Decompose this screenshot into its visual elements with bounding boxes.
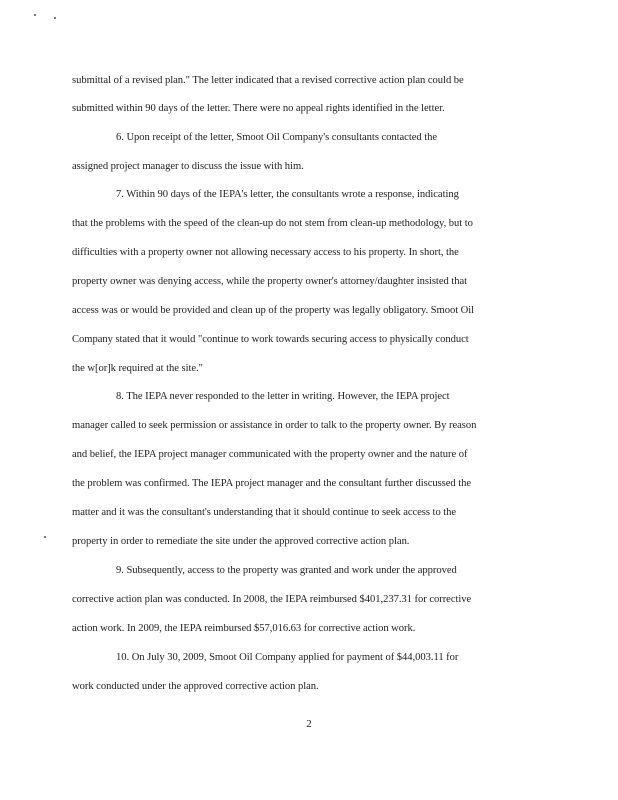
- text-line: that the problems with the speed of the clean-up do not stem from clean-up methodology, but to: [72, 218, 473, 229]
- scan-speck: [44, 536, 46, 538]
- text-line: 9. Subsequently, access to the property was granted and work under the approved: [116, 565, 457, 576]
- text-line: work conducted under the approved corrective action plan.: [72, 681, 319, 692]
- text-line: matter and it was the consultant's understanding that it should continue to seek access to the: [72, 507, 457, 518]
- text-line: property owner was denying access, while the property owner's attorney/daughter insisted that: [72, 276, 467, 287]
- text-line: 6. Upon receipt of the letter, Smoot Oil Company's consultants contacted the: [116, 132, 438, 143]
- text-line: difficulties with a property owner not allowing necessary access to his property. In short, the: [72, 247, 459, 258]
- text-line: access was or would be provided and clean up of the property was legally obligatory. Smoot Oil: [72, 305, 475, 316]
- text-line: the problem was confirmed. The IEPA project manager and the consultant further discussed the: [72, 478, 472, 489]
- page-number: 2: [306, 718, 312, 730]
- scan-speck: [34, 14, 36, 16]
- text-line: 10. On July 30, 2009, Smoot Oil Company applied for payment of $44,003.11 for: [116, 652, 459, 663]
- text-line: assigned project manager to discuss the issue with him.: [72, 161, 304, 172]
- scan-speck: [54, 17, 56, 19]
- text-line: 7. Within 90 days of the IEPA's letter, the consultants wrote a response, indicating: [116, 189, 459, 200]
- text-line: submitted within 90 days of the letter. There were no appeal rights identified in the letter.: [72, 103, 445, 114]
- text-line: Company stated that it would "continue to work towards securing access to physically conduct: [72, 334, 469, 345]
- text-line: submittal of a revised plan." The letter indicated that a revised corrective action plan could be: [72, 75, 464, 86]
- text-line: action work. In 2009, the IEPA reimbursed $57,016.63 for corrective action work.: [72, 623, 416, 634]
- text-line: 8. The IEPA never responded to the letter in writing. However, the IEPA project: [116, 391, 450, 402]
- text-line: the w[or]k required at the site.": [72, 363, 203, 374]
- text-line: manager called to seek permission or assistance in order to talk to the property owner. By reason: [72, 420, 477, 431]
- text-line: and belief, the IEPA project manager communicated with the property owner and the nature of: [72, 449, 468, 460]
- text-line: corrective action plan was conducted. In 2008, the IEPA reimbursed $401,237.31 for corrective: [72, 594, 472, 605]
- text-line: property in order to remediate the site under the approved corrective action plan.: [72, 536, 410, 547]
